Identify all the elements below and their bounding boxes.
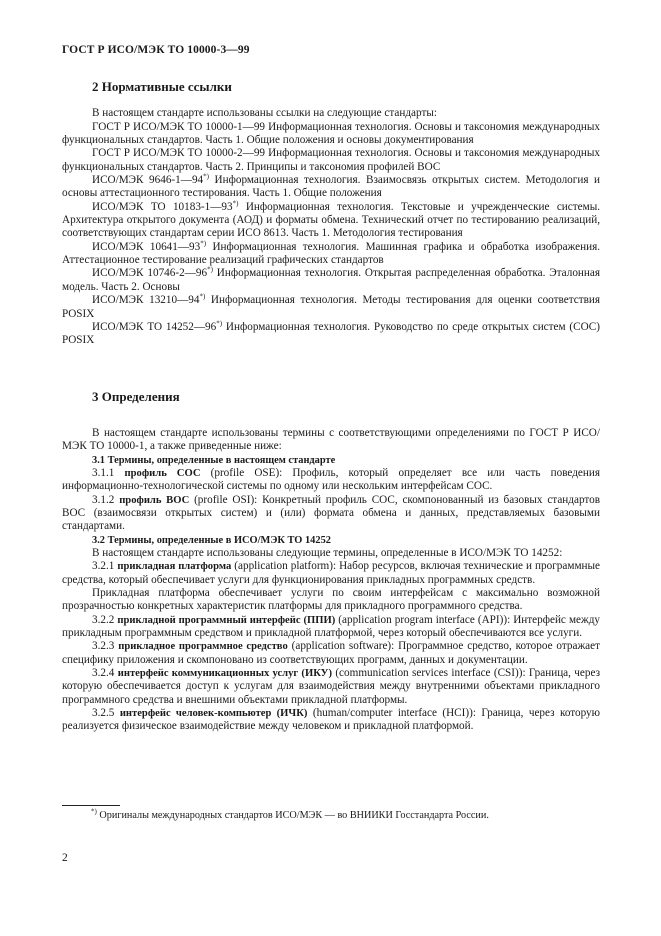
reference-item: ИСО/МЭК 13210—94*) Информационная технология. Методы тестирования для оценки соответствия POSIX — [62, 292, 600, 320]
definition-3-2-3: 3.2.3 прикладное программное средство (application software): Программное средство, которое отражает специфику приложения и скомпоновано из соответствующих программ, данных и документации. — [62, 640, 600, 666]
reference-item: ГОСТ Р ИСО/МЭК ТО 10000-1—99 Информационная технология. Основы и таксономия международных функциональных стандартов. Часть 1. Общие положения и основы документирования — [62, 120, 601, 147]
page-header: ГОСТ Р ИСО/МЭК ТО 10000-3—99 — [62, 44, 250, 56]
subsection-3-2-intro: В настоящем стандарте использованы следующие термины, определенные в ИСО/МЭК ТО 14252: — [92, 546, 563, 559]
definition-3-2-1-note: Прикладная платформа обеспечивает услуги по своим интерфейсам с максимально возможной прозрачностью конкретных характеристик платформы для прикладного программного средства. — [62, 587, 600, 613]
section-3-intro: В настоящем стандарте использованы термины с соответствующими определениями по ГОСТ Р ИСО/МЭК ТО 10000-1, а также приведенные ниже: — [62, 426, 600, 453]
reference-item: ИСО/МЭК ТО 10183-1—93*) Информационная технология. Текстовые и учрежденческие системы. Архитектура открытого документа (АОД) и форматы обмена. Технический отчет по тестированию реализаций, соответствующих стандартам серии ИСО 8613. Часть 1. Методология тестирования — [62, 199, 601, 240]
reference-item: ИСО/МЭК ТО 14252—96*) Информационная технология. Руководство по среде открытых систем (СОС) POSIX — [62, 319, 600, 347]
footnote: *) Оригиналы международных стандартов ИСО/МЭК — во ВНИИКИ Госстандарта России. — [91, 807, 489, 821]
definition-3-2-4: 3.2.4 интерфейс коммуникационных услуг (ИКУ) (communication services interface (CSI)): Граница, через которую обеспечивается доступ к услугам для взаимодействия между внутренними объектами прикладного программного средства и внешними объектами прикладной платформы. — [62, 667, 601, 706]
section-2-title: 2 Нормативные ссылки — [92, 79, 232, 94]
subsection-3-1-title: 3.1 Термины, определенные в настоящем стандарте — [92, 454, 336, 466]
section-3-title: 3 Определения — [92, 388, 180, 404]
definition-3-2-1: 3.2.1 прикладная платформа (application platform): Набор ресурсов, включая технические и программные средства, который обеспечивает услуги для функционирования прикладных программных средств. — [62, 560, 600, 586]
reference-item: ИСО/МЭК 9646-1—94*) Информационная технология. Взаимосвязь открытых систем. Методология и основы аттестационного тестирования. Часть 1. Общие положения — [62, 172, 601, 200]
definition-3-2-5: 3.2.5 интерфейс человек-компьютер (ИЧК) (human/computer interface (HCI)): Граница, через которую реализуется физическое взаимодействие между человеком и прикладной платформой. — [62, 707, 601, 733]
reference-item: ИСО/МЭК 10746-2—96*) Информационная технология. Открытая распределенная обработка. Эталонная модель. Часть 2. Основы — [62, 265, 601, 293]
subsection-3-2-title: 3.2 Термины, определенные в ИСО/МЭК ТО 14252 — [92, 534, 331, 546]
definition-3-1-2: 3.1.2 профиль ВОС (profile OSI): Конкретный профиль СОС, скомпонованный из базовых стандартов ВОС (взаимосвязи открытых систем) и (или) формата обмена и данных, представляемых базовыми стандартами. — [62, 493, 601, 533]
page-content — [62, 80, 600, 734]
footnote-divider — [62, 805, 120, 806]
reference-item: ИСО/МЭК 10641—93*) Информационная технология. Машинная графика и обработка изображения. Аттестационное тестирование реализаций графических стандартов — [62, 239, 601, 267]
definition-3-1-1: 3.1.1 профиль СОС (profile OSE): Профиль, который определяет все или часть поведения информационно-технологической системы по одному или нескольким интерфейсам СОС. — [62, 466, 601, 493]
definition-3-2-2: 3.2.2 прикладной программный интерфейс (ППИ) (application program interface (API)): Интерфейс между прикладным программным средством и прикладной платформой, через который обеспечиваются все услуги. — [62, 613, 600, 640]
reference-item: ГОСТ Р ИСО/МЭК ТО 10000-2—99 Информационная технология. Основы и таксономия международных функциональных стандартов. Часть 2. Принципы и таксономия профилей ВОС — [62, 147, 601, 173]
page-number: 2 — [62, 852, 68, 864]
section-2-intro: В настоящем стандарте использованы ссылки на следующие стандарты: — [92, 107, 437, 120]
